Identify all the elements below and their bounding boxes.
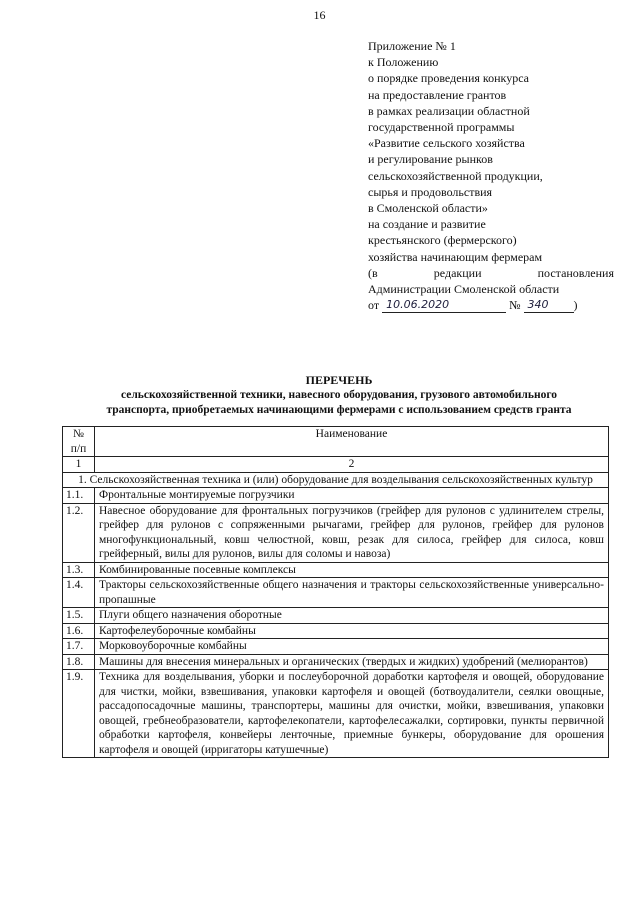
edition-word: постановления [537,265,614,280]
table-header-row [63,427,609,457]
header-num-abbr: п/п [70,442,87,455]
appendix-line: «Развитие сельского хозяйства [368,136,525,151]
row-name: Техника для возделывания, уборки и послеуборочной доработки картофеля и овощей, оборудование для чистки, мойки, взвешивания, упаковки картофеля и овощей (ботвоудалители, сеялки овощные, рассадопосадочные машины, транспортеры, машины для очистки, мойки, взвешивания, упаковки овощей, гребнеобразователи, картофелекопатели, картофелесажалки, сортировки, пункты первичной обработки картофеля, конвейеры ленточные, приемные бункеры, оборудование для орошения картофеля и овощей (ирригаторы катушечные) [95,670,609,758]
appendix-line: хозяйства начинающим фермерам [368,249,543,264]
row-name: Фронтальные монтируемые погрузчики [95,488,609,504]
table-row [63,623,609,639]
appendix-line: Приложение № 1 [368,39,456,53]
edition-word: (в [368,265,378,280]
appendix-line: в рамках реализации областной [368,103,530,118]
header-num-cell [63,427,95,457]
date-prefix: от [368,298,380,313]
row-number: 1.7. [63,639,95,655]
edition-line [368,265,614,281]
appendix-line: к Положению [368,55,439,70]
appendix-line: на создание и развитие [368,217,486,232]
row-name: Плуги общего назначения оборотные [95,608,609,624]
appendix-line: сельскохозяйственной продукции, [368,168,543,183]
table-row [63,503,609,562]
header-name-cell: Наименование [95,427,609,457]
appendix-line: на предоставление грантов [368,87,507,102]
appendix-line: государственной программы [368,120,515,135]
row-number: 1.1. [63,488,95,504]
row-name: Комбинированные посевные комплексы [95,562,609,578]
table-row [63,654,609,670]
row-number: 1.6. [63,623,95,639]
section-heading: 1. Сельскохозяйственная техника и (или) оборудование для возделывания сельскохозяйственных культур [63,472,609,488]
handwritten-date: 10.06.2020 [382,298,506,313]
appendix-block [368,38,614,313]
row-number: 1.4. [63,578,95,608]
row-number: 1.9. [63,670,95,758]
row-name: Морковоуборочные комбайны [95,639,609,655]
edition-word: редакции [433,265,482,280]
table-row [63,670,609,758]
table-row [63,562,609,578]
close-paren: ) [573,298,578,313]
row-name: Машины для внесения минеральных и органических (твердых и жидких) удобрений (мелиорантов) [95,654,609,670]
handwritten-number: 340 [524,298,574,313]
table-row [63,639,609,655]
column-number: 2 [95,457,609,473]
row-number: 1.3. [63,562,95,578]
row-number: 1.2. [63,503,95,562]
header-num-symbol: № [73,428,84,440]
page-number: 16 [313,8,326,22]
section-row [63,472,609,488]
appendix-line: сырья и продовольствия [368,184,493,199]
number-prefix: № [509,298,521,313]
row-name: Навесное оборудование для фронтальных погрузчиков (грейфер для рулонов с удлинителем стрелы, грейфер для рулонов с сопряженными рычагами, грейфер для рулонов, грейфер для рулонов многофункциональный, ковш челюстной, ковш, резак для силоса, грейфер для силоса, ковш грейферный, вилы для рулонов, вилы для соломы и навоза) [95,503,609,562]
title-heading: ПЕРЕЧЕНЬ [305,373,373,387]
table-row [63,488,609,504]
appendix-line: о порядке проведения конкурса [368,71,529,86]
appendix-line: и регулирование рынков [368,152,493,167]
title-line: транспорта, приобретаемых начинающими фермерами с использованием средств гранта [106,404,572,416]
administration-line: Администрации Смоленской области [368,282,560,297]
row-number: 1.5. [63,608,95,624]
column-number: 1 [63,457,95,473]
equipment-table [62,426,609,758]
document-title [70,373,608,418]
table-row [63,578,609,608]
row-number: 1.8. [63,654,95,670]
column-number-row [63,457,609,473]
appendix-line: в Смоленской области» [368,201,488,216]
table-row [63,608,609,624]
row-name: Тракторы сельскохозяйственные общего назначения и тракторы сельскохозяйственные универсально-пропашные [95,578,609,608]
date-line [368,297,614,313]
appendix-line: крестьянского (фермерского) [368,233,517,248]
title-line: сельскохозяйственной техники, навесного оборудования, грузового автомобильного [120,389,558,401]
row-name: Картофелеуборочные комбайны [95,623,609,639]
